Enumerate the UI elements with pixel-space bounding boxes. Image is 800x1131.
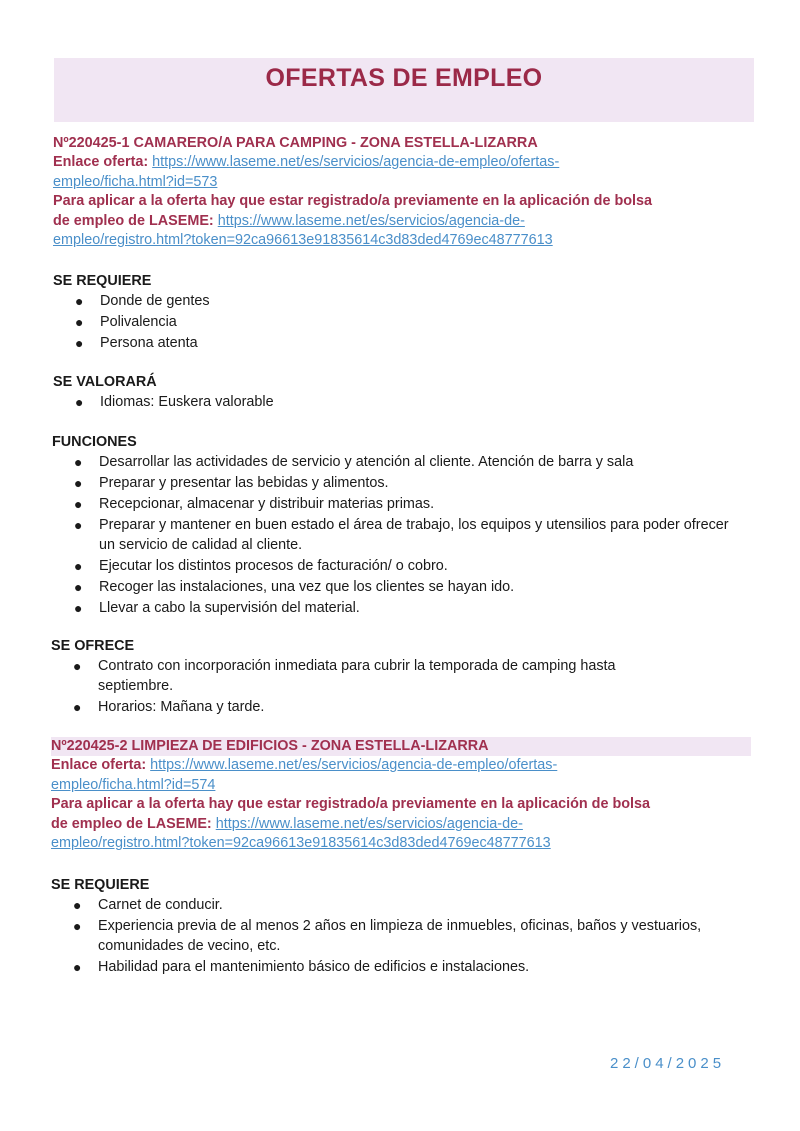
apply-instructions-continued: de empleo de LASEME: (53, 212, 214, 229)
list-item: ● Experiencia previa de al menos 2 años en limpieza de inmuebles, oficinas, baños y vestuarios, comunidades de vecino, etc. (73, 918, 702, 954)
bullet-icon: ● (74, 579, 83, 595)
bullet-icon: ● (75, 314, 84, 330)
offer-link[interactable]: https://www.laseme.net/es/servicios/agencia-de-empleo/ofertas- (152, 154, 560, 170)
offer-link-continued[interactable]: empleo/ficha.html?id=574 (51, 776, 216, 793)
offer-heading: Nº220425-2 LIMPIEZA DE EDIFICIOS - ZONA ESTELLA-LIZARRA (51, 737, 751, 756)
bullet-icon: ● (74, 496, 83, 512)
bullet-icon: ● (74, 600, 83, 616)
section-title: SE OFRECE (51, 638, 135, 654)
list-item: ● Preparar y mantener en buen estado el área de trabajo, los equipos y utensilios para poder ofrecer un servicio de calidad al cliente. (74, 517, 729, 553)
section-se-requiere (53, 271, 763, 353)
bullet-icon: ● (75, 293, 84, 309)
register-link[interactable]: https://www.laseme.net/es/servicios/agencia-de- (215, 815, 523, 832)
offer-2-header (51, 737, 761, 854)
offer-1-header (53, 134, 763, 251)
section-se-ofrece (51, 636, 761, 717)
bullet-icon: ● (74, 454, 83, 470)
list-item: ● Recepcionar, almacenar y distribuir materias primas. (74, 496, 435, 512)
section-title: FUNCIONES (52, 434, 137, 450)
bullet-icon: ● (73, 897, 82, 913)
bullet-icon: ● (74, 558, 83, 574)
bullet-icon: ● (74, 517, 83, 533)
apply-instructions: Para aplicar a la oferta hay que estar registrado/a previamente en la aplicación de bolsa (51, 796, 651, 812)
list-item: ● Llevar a cabo la supervisión del material. (74, 600, 360, 616)
title-banner (54, 58, 754, 122)
list-item: ● Idiomas: Euskera valorable (75, 394, 274, 410)
section-se-requiere-2 (51, 875, 761, 977)
section-title: SE REQUIERE (51, 877, 150, 893)
offer-link-continued[interactable]: empleo/ficha.html?id=573 (53, 173, 218, 190)
bullet-icon: ● (73, 918, 82, 934)
apply-instructions: Para aplicar a la oferta hay que estar registrado/a previamente en la aplicación de bolsa (53, 193, 653, 209)
bullet-icon: ● (74, 475, 83, 491)
register-link-continued[interactable]: empleo/registro.html?token=92ca96613e91835614c3d83ded4769ec48777613 (51, 835, 551, 851)
offer-link[interactable]: https://www.laseme.net/es/servicios/agencia-de-empleo/ofertas- (150, 757, 558, 773)
page-title: OFERTAS DE EMPLEO (265, 64, 543, 92)
list-item: ● Preparar y presentar las bebidas y alimentos. (74, 475, 389, 491)
section-title: SE REQUIERE (53, 273, 152, 289)
register-link-continued[interactable]: empleo/registro.html?token=92ca96613e91835614c3d83ded4769ec48777613 (53, 232, 553, 248)
offer-link-label: Enlace oferta: (53, 154, 149, 170)
section-title: SE VALORARÁ (53, 374, 157, 390)
section-se-valorara (53, 372, 763, 412)
list-item: ● Habilidad para el mantenimiento básico de edificios e instalaciones. (73, 959, 530, 975)
list-item: ● Persona atenta (75, 335, 198, 351)
list-item: ● Donde de gentes (75, 293, 210, 309)
bullet-icon: ● (73, 959, 82, 975)
requirements-list (53, 291, 763, 353)
bullet-icon: ● (73, 699, 82, 715)
list-item: ● Carnet de conducir. (73, 897, 223, 913)
register-link[interactable]: https://www.laseme.net/es/servicios/agencia-de- (217, 212, 525, 229)
list-item: ● Horarios: Mañana y tarde. (73, 699, 265, 715)
list-item: ● Ejecutar los distintos procesos de facturación/ o cobro. (74, 558, 448, 574)
offer-link-line (51, 756, 761, 776)
list-item: ● Desarrollar las actividades de servicio y atención al cliente. Atención de barra y sala (74, 454, 634, 470)
list-item: ● Polivalencia (75, 314, 177, 330)
offer-link-line (53, 153, 763, 173)
bullet-icon: ● (75, 394, 84, 410)
offer-link-label: Enlace oferta: (51, 757, 147, 773)
apply-instructions-continued: de empleo de LASEME: (51, 815, 212, 832)
bullet-icon: ● (73, 658, 82, 674)
document-date: 22/04/2025 (610, 1055, 726, 1072)
list-item: ● Recoger las instalaciones, una vez que los clientes se hayan ido. (74, 579, 515, 595)
list-item: ● Contrato con incorporación inmediata para cubrir la temporada de camping hasta septiembre. (73, 658, 616, 694)
section-funciones (52, 432, 762, 618)
bullet-icon: ● (75, 335, 84, 351)
offer-heading: Nº220425-1 CAMARERO/A PARA CAMPING - ZONA ESTELLA-LIZARRA (53, 135, 538, 151)
